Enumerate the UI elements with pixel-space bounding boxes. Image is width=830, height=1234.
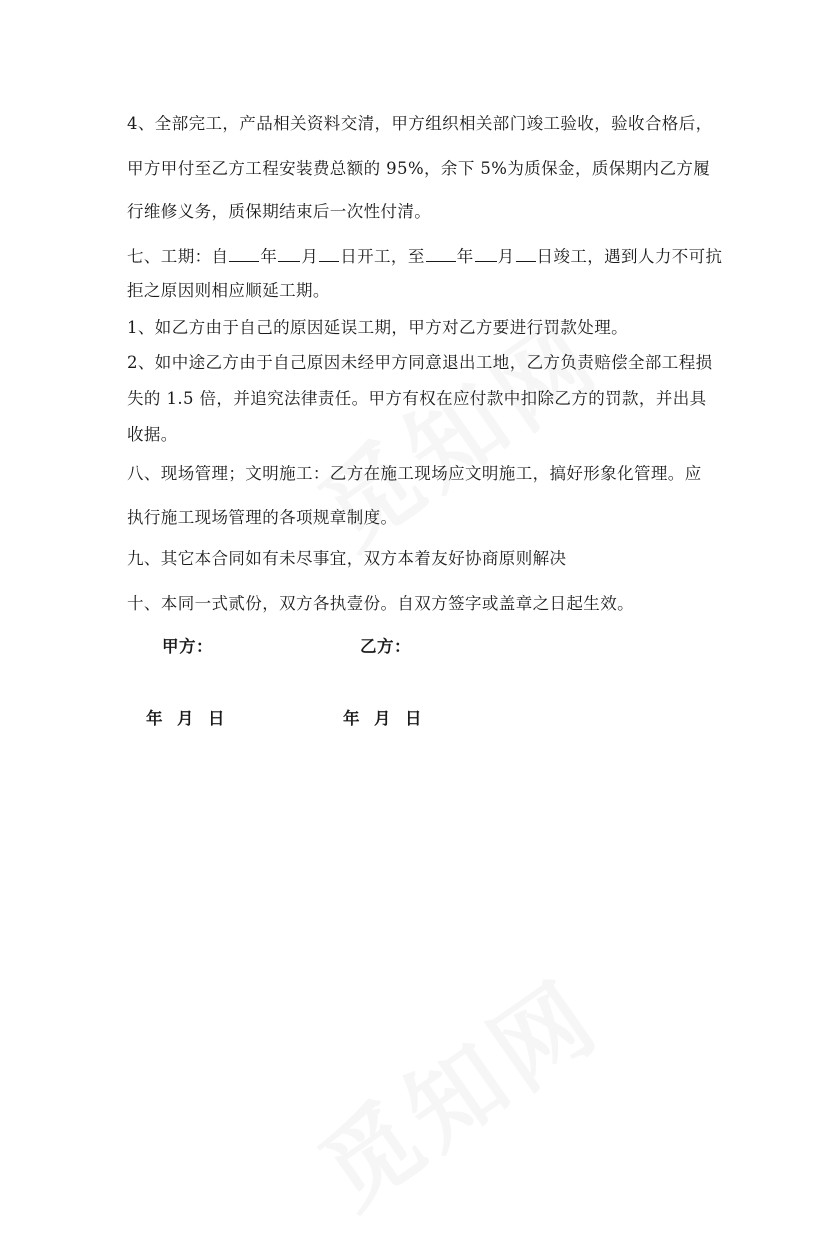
month-label: 月 <box>301 247 319 266</box>
party-a-date <box>146 708 239 730</box>
party-b-date <box>343 708 436 730</box>
paragraph-line: 十、本同一式贰份，双方各执壹份。自双方签字或盖章之日起生效。 <box>127 594 634 613</box>
year-label: 年 <box>456 247 474 266</box>
start-text: 日开工，至 <box>340 247 425 266</box>
watermark <box>289 943 623 1234</box>
party-b-label: 乙方： <box>360 637 411 656</box>
date-year: 年 <box>343 709 360 728</box>
end-day-blank <box>516 245 536 262</box>
party-a-label: 甲方： <box>162 637 213 656</box>
year-label: 年 <box>260 247 278 266</box>
paragraph-line: 行维修义务，质保期结束后一次性付清。 <box>127 202 432 221</box>
paragraph-line: 执行施工现场管理的各项规章制度。 <box>127 508 398 527</box>
date-year: 年 <box>146 709 163 728</box>
paragraph-line: 甲方甲付至乙方工程安装费总额的 95%，余下 5%为质保金，质保期内乙方履 <box>127 159 711 178</box>
start-year-blank <box>229 245 259 262</box>
paragraph-line: 九、其它本合同如有未尽事宜，双方本着友好协商原则解决 <box>127 549 567 568</box>
paragraph-line: 八、现场管理；文明施工：乙方在施工现场应文明施工，搞好形象化管理。应 <box>127 464 702 483</box>
paragraph-line: 1、如乙方由于自己的原因延误工期，甲方对乙方要进行罚款处理。 <box>127 318 628 337</box>
end-text: 日竣工，遇到人力不可抗 <box>536 247 723 266</box>
end-month-blank <box>475 245 497 262</box>
paragraph-line: 2、如中途乙方由于自己原因未经甲方同意退出工地，乙方负责赔偿全部工程损 <box>127 353 713 372</box>
paragraph-line: 收据。 <box>127 425 178 444</box>
end-year-blank <box>426 245 456 262</box>
date-month: 月 <box>177 709 194 728</box>
period-label: 七、工期：自 <box>127 247 229 266</box>
paragraph-line: 失的 1.5 倍，并追究法律责任。甲方有权在应付款中扣除乙方的罚款，并出具 <box>127 389 707 408</box>
paragraph-line: 拒之原因则相应顺延工期。 <box>127 281 330 300</box>
start-month-blank <box>278 245 300 262</box>
month-label: 月 <box>497 247 515 266</box>
construction-period-line <box>127 245 722 268</box>
paragraph-line: 4、全部完工，产品相关资料交清，甲方组织相关部门竣工验收，验收合格后， <box>127 114 713 133</box>
start-day-blank <box>319 245 339 262</box>
date-month: 月 <box>374 709 391 728</box>
date-day: 日 <box>208 709 225 728</box>
date-day: 日 <box>405 709 422 728</box>
